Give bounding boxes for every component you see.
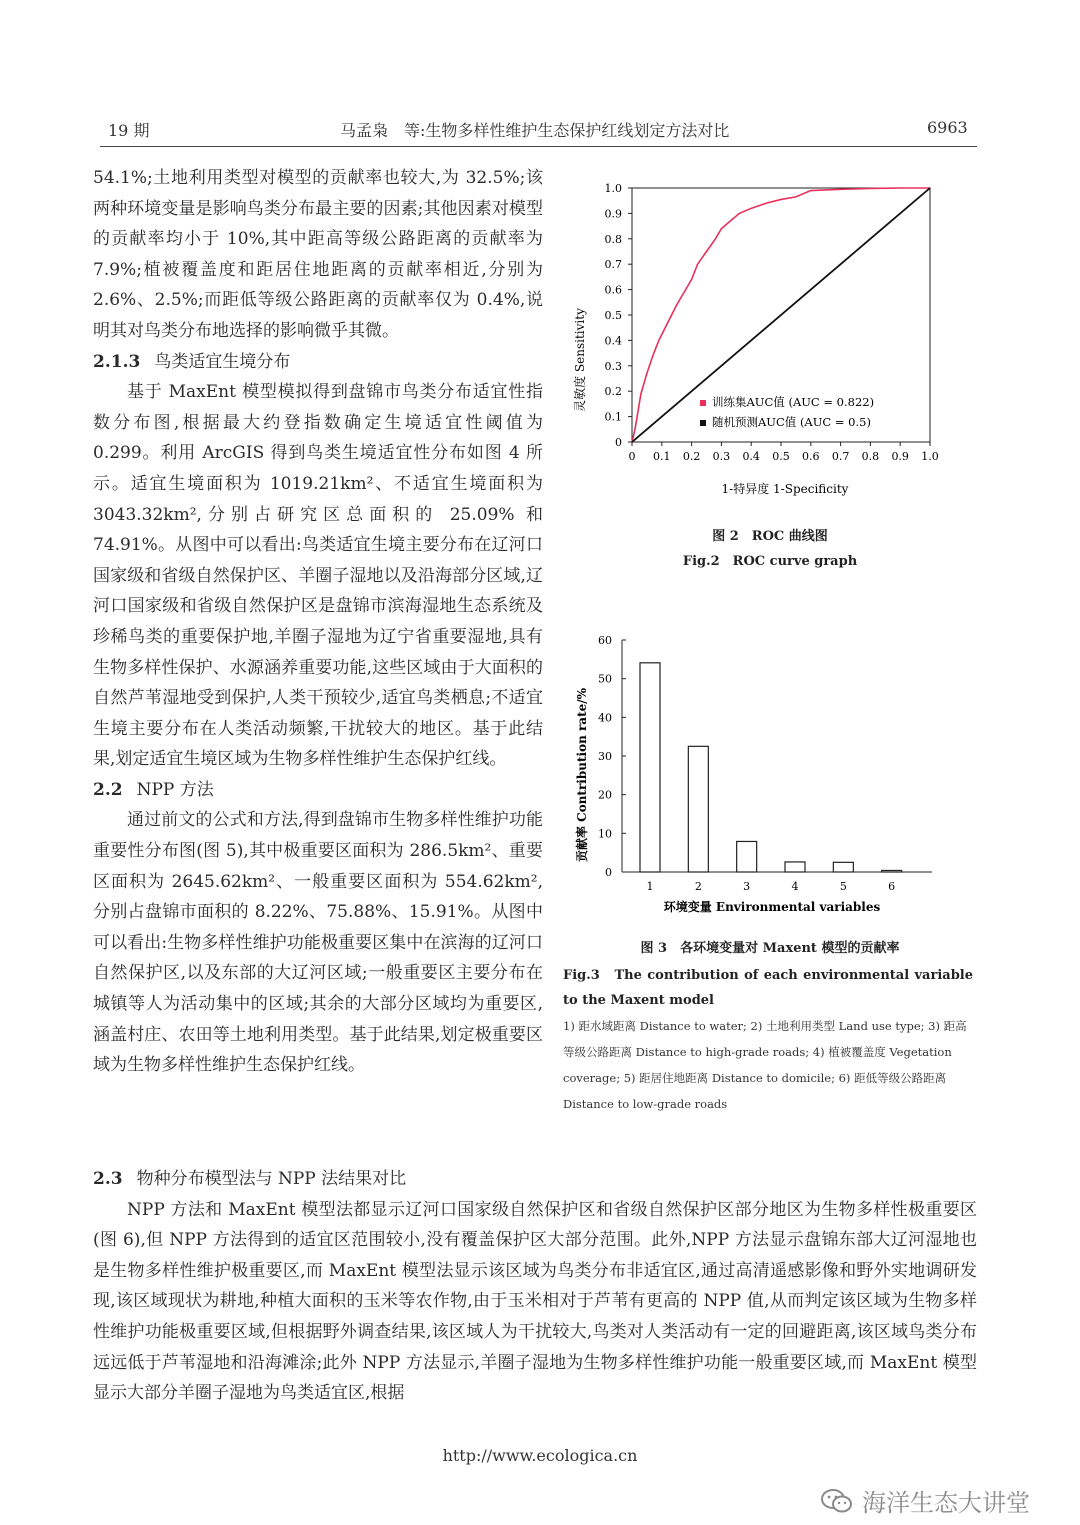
bar-x-axis-label: 环境变量 Environmental variables	[663, 900, 881, 914]
roc-legend-label: 训练集AUC值 (AUC = 0.822)	[712, 395, 875, 409]
bar-category-label: 5	[839, 880, 847, 893]
left-column	[93, 163, 543, 1081]
roc-y-tick-label: 0.2	[604, 385, 622, 399]
bar-6	[882, 870, 902, 872]
roc-y-tick-label: 0.5	[604, 309, 622, 322]
bar-y-axis-label: 贡献率 Contribution rate/%	[575, 687, 589, 863]
bar-y-tick-label: 20	[598, 788, 612, 802]
bar-category-label: 2	[694, 880, 702, 893]
roc-legend-swatch	[700, 400, 706, 406]
bar-y-tick-label: 50	[598, 672, 612, 686]
paragraph-results-contribution: 54.1%;土地利用类型对模型的贡献率也较大,为 32.5%;该两种环境变量是影响鸟类分布最主要的因素;其他因素对模型的贡献率均小于 10%,其中距高等级公路距离的贡献率为 7.9%;植被覆盖度和距居住地距离的贡献率相近,分别为 2.6%、2.5%;而距低等级公路距离的贡献率仅为 0.4%,说明其对鸟类分布地选择的影响微乎其微。	[93, 168, 543, 341]
roc-x-tick-label: 0.6	[802, 450, 820, 463]
section-heading-2-3: 2.3 物种分布模型法与 NPP 法结果对比	[93, 1169, 407, 1189]
roc-x-tick-label: 0.3	[712, 450, 731, 463]
roc-y-tick-label: 0.6	[604, 283, 622, 297]
roc-x-tick-label: 0	[628, 450, 636, 463]
roc-y-tick-label: 0.1	[604, 410, 622, 424]
bar-3	[737, 841, 757, 872]
bar-y-tick-label: 30	[598, 750, 612, 763]
section-heading-2-1-3: 2.1.3 鸟类适宜生境分布	[93, 351, 291, 372]
bar-y-tick-label: 0	[605, 866, 612, 879]
roc-y-tick-label: 0.8	[604, 232, 622, 246]
bar-y-tick-label: 10	[598, 827, 612, 841]
roc-x-tick-label: 0.9	[891, 450, 909, 463]
bar-4	[785, 862, 805, 872]
bar-5	[833, 862, 853, 872]
roc-legend-label: 随机预测AUC值 (AUC = 0.5)	[712, 415, 871, 429]
bar-category-label: 4	[791, 880, 799, 893]
roc-x-tick-label: 0.8	[861, 450, 880, 463]
paragraph-comparison: NPP 方法和 MaxEnt 模型法都显示辽河口国家级自然保护区和省级自然保护区部分地区为生物多样性极重要区(图 6),但 NPP 方法得到的适宜区范围较小,没有覆盖保护区大部分范围。此外,NPP 方法显示盘锦东部大辽河湿地也是生物多样性维护极重要区,而 MaxEnt 模型法显示该区域为鸟类分布非适宜区,通过高清遥感影像和野外实地调研发现,该区域现状为耕地,种植大面积的玉米等农作物,由于玉米相对于芦苇有更高的 NPP 值,从而判定该区域为生物多样性维护功能极重要区域,但根据野外调查结果,该区域人为干扰较大,鸟类对人类活动有一定的回避距离,该区域鸟类分布远远低于芦苇湿地和沿海滩涂;此外 NPP 方法显示,羊圈子湿地为生物多样性维护功能一般重要区域,而 MaxEnt 模型显示大部分羊圈子湿地为鸟类适宜区,根据	[93, 1199, 977, 1404]
roc-x-tick-label: 0.7	[831, 450, 850, 463]
bottom-section	[93, 1164, 977, 1409]
fig3-variable-note: 1) 距水域距离 Distance to water; 2) 土地利用类型 Land use type; 3) 距高等级公路距离 Distance to high-grade roads; 4) 植被覆盖度 Vegetation coverage; 5) 距居住地距离 Distance to domicile; 6) 距低等级公路距离 Distance to low-grade roads	[563, 1019, 967, 1111]
fig3-caption-cn: 图 3 各环境变量对 Maxent 模型的贡献率	[640, 941, 900, 956]
section-heading-2-2: 2.2 NPP 方法	[93, 779, 214, 800]
bar-chart	[560, 630, 980, 920]
roc-y-tick-label: 0.3	[604, 359, 622, 373]
fig3-caption-en: Fig.3 The contribution of each environmental variable to the Maxent model	[563, 968, 973, 1008]
page-number: 6963	[927, 118, 968, 137]
bar-2	[688, 746, 708, 872]
wechat-icon	[820, 1487, 854, 1515]
roc-y-axis-label: 灵敏度 Sensitivity	[573, 308, 587, 412]
header-rule	[100, 146, 977, 147]
roc-legend-swatch	[700, 420, 706, 426]
paragraph-npp: 通过前文的公式和方法,得到盘锦市生物多样性维护功能重要性分布图(图 5),其中极重要区面积为 286.5km²、重要区面积为 2645.62km²、一般重要区面积为 554.62km²,分别占盘锦市面积的 8.22%、75.88%、15.91%。从图中可以看出:生物多样性维护功能极重要区集中在滨海的辽河口自然保护区,以及东部的大辽河区域;一般重要区主要分布在城镇等人为活动集中的区域;其余的大部分区域均为重要区,涵盖村庄、农田等土地利用类型。基于此结果,划定极重要区域为生物多样性维护生态保护红线。	[93, 810, 543, 1076]
bar-y-tick-label: 60	[598, 634, 612, 647]
fig2-caption-cn: 图 2 ROC 曲线图	[712, 529, 828, 544]
roc-x-tick-label: 0.4	[742, 450, 760, 463]
bar-y-tick-label: 40	[598, 711, 612, 725]
roc-y-tick-label: 1.0	[604, 182, 622, 195]
paragraph-habitat: 基于 MaxEnt 模型模拟得到盘锦市鸟类分布适宜性指数分布图,根据最大约登指数确定生境适宜性阈值为 0.299。利用 ArcGIS 得到鸟类生境适宜性分布如图 4 所示。适宜生境面积为 1019.21km²、不适宜生境面积为 3043.32km²,分别占研究区总面积的 25.09% 和 74.91%。从图中可以看出:鸟类适宜生境主要分布在辽河口国家级和省级自然保护区、羊圈子湿地以及沿海部分区域,辽河口国家级和省级自然保护区是盘锦市滨海湿地生态系统及珍稀鸟类的重要保护地,羊圈子湿地为辽宁省重要湿地,具有生物多样性保护、水源涵养重要功能,这些区域由于大面积的自然芦苇湿地受到保护,人类干预较少,适宜鸟类栖息;不适宜生境主要分布在人类活动频繁,干扰较大的地区。基于此结果,划定适宜生境区域为生物多样性维护生态保护红线。	[93, 382, 543, 770]
bar-category-label: 6	[888, 880, 896, 893]
bar-category-label: 3	[743, 880, 751, 893]
watermark-text: 海洋生态大讲堂	[862, 1489, 1030, 1517]
roc-x-tick-label: 0.5	[772, 450, 790, 463]
roc-y-tick-label: 0.4	[604, 334, 622, 348]
roc-x-axis-label: 1-特异度 1-Specificity	[721, 482, 849, 496]
issue-number: 19 期	[108, 121, 150, 140]
fig2-caption-en: Fig.2 ROC curve graph	[682, 554, 858, 569]
journal-url[interactable]: http://www.ecologica.cn	[442, 1446, 638, 1465]
roc-x-tick-label: 1.0	[921, 450, 939, 463]
bar-1	[640, 663, 660, 872]
roc-chart	[560, 180, 980, 510]
roc-y-tick-label: 0.7	[604, 258, 622, 272]
bar-category-label: 1	[646, 880, 654, 893]
roc-x-tick-label: 0.2	[682, 450, 701, 463]
roc-y-tick-label: 0.9	[604, 207, 622, 221]
roc-y-tick-label: 0	[615, 436, 622, 449]
wechat-watermark	[820, 1483, 1030, 1518]
roc-x-tick-label: 0.1	[653, 450, 671, 463]
running-title: 马孟枭 等:生物多样性维护生态保护红线划定方法对比	[340, 121, 730, 140]
